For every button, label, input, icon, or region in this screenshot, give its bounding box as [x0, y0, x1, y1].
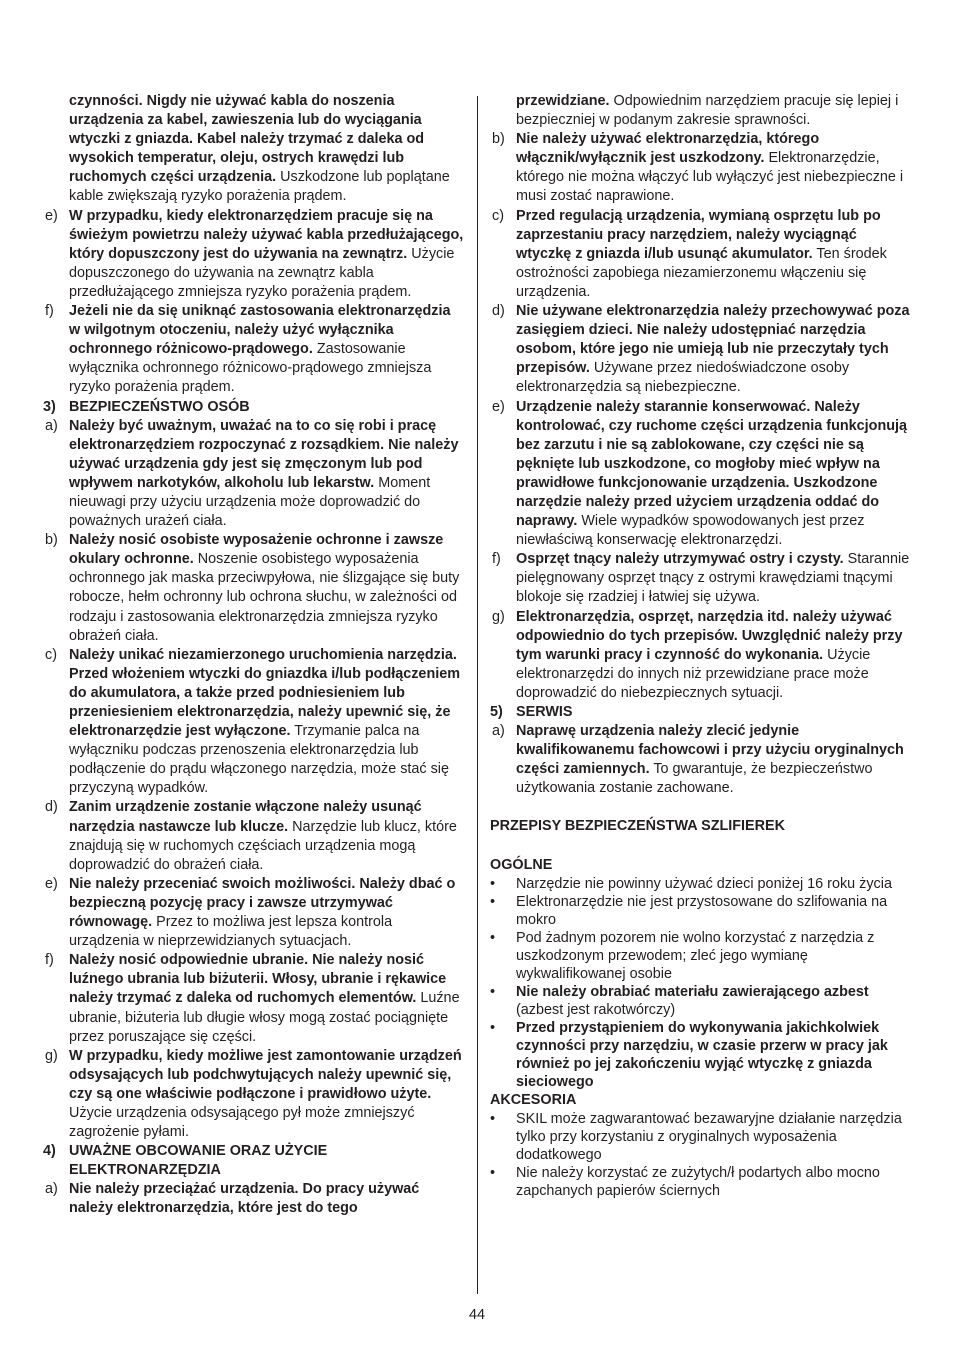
list-item — [43, 302, 465, 397]
left-column — [43, 92, 465, 1219]
bullet-icon: • — [490, 1164, 496, 1181]
bullet-item — [490, 893, 912, 929]
list-item — [490, 398, 912, 551]
bold-text: Nie należy obrabiać materiału zawierającego azbest — [516, 983, 869, 1000]
item-label: f) — [492, 551, 501, 568]
section-title: BEZPIECZEŃSTWO OSÓB — [69, 398, 250, 415]
list-item — [490, 302, 912, 397]
bold-text: Naprawę urządzenia należy zlecić jedynie kwalifikowanemu fachowcowi i przy użyciu oryginalnych części zamiennych. — [516, 723, 904, 778]
body-text: (azbest jest rakotwórczy) — [516, 1001, 676, 1018]
item-label: a) — [492, 723, 505, 740]
bold-text: W przypadku, kiedy możliwe jest zamontowanie urządzeń odsysających lub podchwytujących należy upewnić się, czy są one właściwie podłączone i prawidłowo użyte. — [69, 1047, 462, 1102]
bullet-item — [490, 875, 912, 893]
bold-text: Jeżeli nie da się uniknąć zastosowania elektronarzędzia w wilgotnym otoczeniu, należy użyć wyłącznika ochronnego różnicowo-prądowego. — [69, 303, 451, 358]
safety-list — [490, 722, 912, 798]
item-label: g) — [45, 1047, 58, 1064]
section-heading-tool-use — [43, 1142, 465, 1180]
column-divider — [477, 96, 478, 1294]
item-label: e) — [45, 207, 58, 224]
body-text: Pod żadnym pozorem nie wolno korzystać z narzędzia z uszkodzonym przewodem; zleć jego wymianę wykwalifikowanej osobie — [516, 929, 875, 982]
bold-text: Nie używane elektronarzędzia należy przechowywać poza zasięgiem dzieci. Nie należy udostępniać narzędzia osobom, które jego nie umieją lub nie przeczytały tych przepisów. — [516, 303, 910, 377]
bold-text: Elektronarzędzia, osprzęt, narzędzia itd. należy używać odpowiednio do tych przepisów. Uwzględnić należy przy tym warunki pracy i czynność do wykonania. — [516, 608, 903, 663]
bullet-item — [490, 1019, 912, 1091]
list-item — [490, 550, 912, 607]
body-text: Ten środek ostrożności zapobiega niezamierzonemu włączeniu się urządzenia. — [516, 245, 887, 300]
bullet-icon: • — [490, 1019, 496, 1036]
item-label: f) — [45, 303, 54, 320]
body-text: Elektronarzędzie nie jest przystosowane do szlifowania na mokro — [516, 893, 888, 928]
item-label: b) — [45, 532, 58, 549]
item-label: d) — [492, 303, 505, 320]
bold-text: Należy być uważnym, uważać na to co się robi i pracę elektronarzędziem rozpoczynać z rozsądkiem. Nie należy używać urządzenia gdy jest się zmęczonym lub pod wpływem narkotyków, alkoholu lub lekarstw. — [69, 417, 459, 491]
general-heading: OGÓLNE — [490, 856, 553, 873]
bold-text: Nie należy przeceniać swoich możliwości. Należy dbać o bezpieczną pozycję pracy i zawsze utrzymywać równowagę. — [69, 875, 456, 931]
item-label: c) — [45, 646, 57, 663]
item-label: f) — [45, 952, 54, 969]
bold-text: Urządzenie należy starannie konserwować. Należy kontrolować, czy ruchome części urządzenia funkcjonują bez zarzutu i nie są zablokowane, czy części nie są pęknięte lub uszkodzone, co mogłoby mieć wpływ na prawidłowe funkcjonowanie urządzenia. Uszkodzone narzędzie należy przed użyciem urządzenia oddać do naprawy. — [516, 398, 908, 530]
list-item — [490, 722, 912, 798]
bullet-item — [490, 929, 912, 983]
section-number: 4) — [43, 1143, 56, 1160]
list-item — [43, 798, 465, 874]
safety-list — [43, 1180, 465, 1218]
item-label: g) — [492, 608, 505, 625]
list-item — [43, 875, 465, 951]
body-text: Użycie urządzenia odsysającego pył może zmniejszyć zagrożenie pyłami. — [69, 1104, 415, 1141]
section-heading-personal-safety — [43, 398, 465, 417]
bold-text: Należy nosić osobiste wyposażenie ochronne i zawsze okulary ochronne. — [69, 532, 444, 568]
list-item — [43, 1180, 465, 1218]
bullet-icon: • — [490, 893, 496, 910]
body-text: Nie należy korzystać ze zużytych/ł podartych albo mocno zapchanych papierów ściernych — [516, 1164, 880, 1199]
bold-text: Nie należy używać elektronarzędzia, którego włącznik/wyłącznik jest uszkodzony. — [516, 131, 820, 167]
body-text: Narzędzie lub klucz, które znajdują się w ruchomych częściach urządzenia mogą doprowadzić do obrażeń ciała. — [69, 818, 457, 873]
body-text: Starannie pielęgnowany osprzęt tnący z ostrymi krawędziami tnącymi blokoje się rzadziej i łatwiej się używa. — [516, 551, 910, 606]
section-number: 5) — [490, 704, 503, 720]
body-text: Luźne ubranie, biżuteria lub długie włosy mogą zostać pociągnięte przez poruszające się części. — [69, 990, 460, 1045]
bullet-item — [490, 1110, 912, 1164]
body-text: To gwarantuje, że bezpieczeństwo użytkowania zostanie zachowane. — [516, 761, 873, 797]
item-label: e) — [45, 875, 58, 892]
item-label: d) — [45, 799, 58, 816]
bullet-item — [490, 983, 912, 1019]
body-text: Użycie dopuszczonego do używania na zewnątrz kabla przedłużającego zmniejsza ryzyko porażenia prądem. — [69, 245, 455, 300]
list-item — [43, 207, 465, 302]
bold-text: Osprzęt tnący należy utrzymywać ostry i czysty. — [516, 551, 844, 568]
accessories-heading: AKCESORIA — [490, 1091, 577, 1108]
body-text: Uszkodzone lub poplątane kable zwiększają ryzyko porażenia prądem. — [69, 169, 450, 205]
bold-text: Należy nosić odpowiednie ubranie. Nie należy nosić luźnego ubrania lub biżuterii. Włosy, ubranie i rękawice należy trzymać z daleka od ruchomych elementów. — [69, 952, 447, 1007]
bullet-icon: • — [490, 875, 496, 892]
bold-text: W przypadku, kiedy elektronarzędziem pracuje się na świeżym powietrzu należy używać kabla przedłużającego, który dopuszczony jest do używania na zewnątrz. — [69, 207, 464, 262]
item-label: c) — [492, 207, 504, 224]
list-item — [43, 646, 465, 799]
accessories-bullet-list — [490, 1110, 912, 1200]
section-title: SERWIS — [516, 704, 573, 720]
bullet-icon: • — [490, 929, 496, 946]
continuation-paragraph — [490, 92, 912, 130]
bold-text: Należy unikać niezamierzonego uruchomienia narzędzia. Przed włożeniem wtyczki do gniazdka i/lub podłączeniem do akumulatora, a także przed podniesieniem lub przeniesieniem elektronarzędzia, należy upewnić się, że elektronarzędzie jest wyłączone. — [69, 646, 461, 740]
body-text: Wiele wypadków spowodowanych jest przez niewłaściwą konserwację elektronarzędzi. — [516, 513, 865, 549]
bold-text: Przed przystąpieniem do wykonywania jakichkolwiek czynności przy narzędziu, w czasie przerw w pracy jak również po jej zakończeniu wyjąć wtyczkę z gniazda sieciowego — [516, 1019, 888, 1090]
continuation-paragraph — [43, 92, 465, 207]
item-label: a) — [45, 417, 58, 434]
list-item — [490, 207, 912, 302]
item-label: e) — [492, 398, 505, 415]
safety-list — [43, 417, 465, 1143]
body-text: Używane przez niedoświadczone osoby elektronarzędzia są niebezpieczne. — [516, 360, 850, 396]
page-number: 44 — [468, 1307, 485, 1323]
list-item — [43, 1047, 465, 1142]
bold-text: Nie należy przeciążać urządzenia. Do pracy używać należy elektronarzędzia, które jest do tego — [69, 1181, 420, 1217]
body-text: Narzędzie nie powinny używać dzieci poniżej 16 roku życia — [516, 875, 892, 892]
safety-list — [43, 207, 465, 398]
body-text: Noszenie osobistego wyposażenia ochronnego jak maska przeciwpyłowa, nie ślizgające się buty robocze, hełm ochronny lub ochrona słuchu, w zależności od rodzaju i zastosowania elektronarzędzia zmniejsza ryzyko obrażeń ciała. — [69, 551, 460, 644]
list-item — [490, 608, 912, 703]
bold-text: Zanim urządzenie zostanie włączone należy usunąć narzędzia nastawcze lub klucze. — [69, 799, 422, 835]
list-item — [490, 130, 912, 206]
body-text: Elektronarzędzie, którego nie można włączyć lub wyłączyć jest niebezpieczne i musi zostać naprawione. — [516, 150, 904, 205]
list-item — [43, 531, 465, 646]
body-text: Zastosowanie wyłącznika ochronnego różnicowo-prądowego zmniejsza ryzyko porażenia prądem. — [69, 341, 432, 396]
body-text: Odpowiednim narzędziem pracuje się lepiej i bezpieczniej w podanym zakresie sprawności. — [516, 93, 899, 129]
bold-text: przewidziane. — [516, 93, 610, 109]
safety-list — [490, 130, 912, 703]
body-text: Użycie elektronarzędzi do innych niż przewidziane prace może doprowadzić do niebezpiecznych sytuacji. — [516, 646, 871, 701]
right-column — [490, 92, 912, 1200]
section-heading-service — [490, 703, 912, 722]
general-bullet-list — [490, 875, 912, 1091]
item-label: b) — [492, 131, 505, 148]
section-number: 3) — [43, 398, 56, 415]
body-text: Trzymanie palca na wyłączniku podczas przenoszenia elektronarzędzia lub podłączenie do prądu włączonego narzędzia, może stać się przyczyną wypadków. — [69, 723, 449, 797]
bullet-icon: • — [490, 983, 496, 1000]
bullet-item — [490, 1164, 912, 1200]
body-text: Moment nieuwagi przy użyciu urządzenia może doprowadzić do poważnych urażeń ciała. — [69, 474, 431, 530]
section-title: UWAŻNE OBCOWANIE ORAZ UŻYCIE ELEKTRONARZĘDZIA — [69, 1143, 328, 1179]
item-label: a) — [45, 1181, 58, 1198]
list-item — [43, 417, 465, 532]
body-text: Przez to możliwa jest lepsza kontrola urządzenia w nieprzewidzianych sytuacjach. — [69, 914, 393, 950]
bold-text: czynności. Nigdy nie używać kabla do noszenia urządzenia za kabel, zawieszenia lub do wyciągania wtyczki z gniazda. Kabel należy trzymać z daleka od wysokich temperatur, oleju, ostrych krawędzi lub ruchomych części urządzenia. — [69, 93, 425, 186]
sander-safety-heading: PRZEPISY BEZPIECZEŃSTWA SZLIFIEREK — [490, 818, 786, 835]
bullet-icon: • — [490, 1110, 496, 1127]
bold-text: Przed regulacją urządzenia, wymianą osprzętu lub po zaprzestaniu pracy narzędziem, należy wyciągnąć wtyczkę z gniazda i/lub usunąć akumulator. — [516, 207, 881, 262]
body-text: SKIL może zagwarantować bezawaryjne działanie narzędzia tylko przy korzystaniu z oryginalnych wyposażenia dodatkowego — [516, 1110, 902, 1163]
list-item — [43, 951, 465, 1046]
